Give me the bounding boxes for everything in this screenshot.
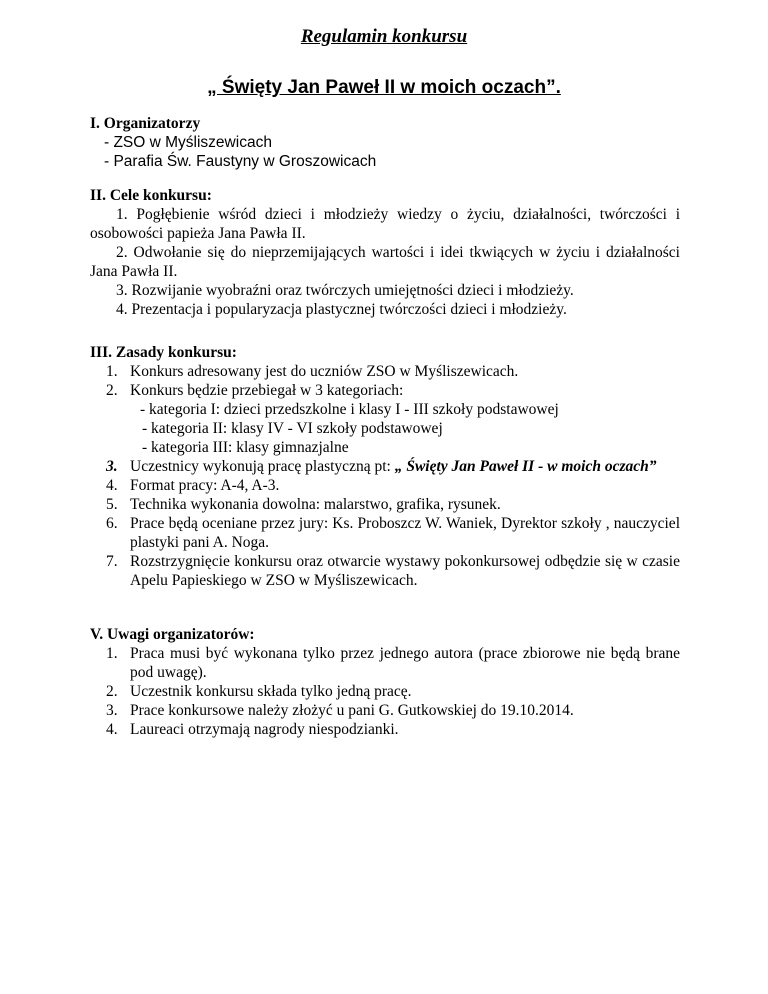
list-item — [90, 701, 680, 720]
list-number: 2. — [106, 382, 118, 399]
list-number: 2. — [106, 683, 118, 700]
list-number: 5. — [106, 496, 118, 513]
list-text: Prace będą oceniane przez jury: Ks. Proboszcz W. Waniek, Dyrektor szkoły , nauczyciel plastyki pani A. Noga. — [130, 515, 680, 551]
goal-item — [90, 243, 680, 281]
list-number: 1. — [106, 363, 118, 380]
remarks-list — [90, 644, 680, 739]
contest-title-inline: „ Święty Jan Paweł II - w moich oczach” — [394, 458, 657, 475]
list-text: Format pracy: A-4, A-3. — [130, 477, 280, 494]
list-item — [90, 682, 680, 701]
goal-item: 4. Prezentacja i popularyzacja plastycznej twórczości dzieci i młodzieży. — [116, 301, 567, 318]
section-rules-heading: III. Zasady konkursu: — [90, 344, 237, 361]
goal-text: 1. Pogłębienie wśród dzieci i młodzieży wiedzy o życiu, działalności, twórczości i osobowości papieża Jana Pawła II. — [90, 206, 680, 242]
list-text: Prace konkursowe należy złożyć u pani G. Gutkowskiej do 19.10.2014. — [130, 702, 574, 719]
goal-text: 2. Odwołanie się do nieprzemijających wartości i idei tkwiących w życiu i działalności Jana Pawła II. — [90, 244, 680, 280]
list-text: Technika wykonania dowolna: malarstwo, grafika, rysunek. — [130, 496, 501, 513]
rules-list — [90, 362, 680, 400]
list-text: Laureaci otrzymają nagrody niespodzianki. — [130, 721, 399, 738]
list-item — [90, 552, 680, 590]
list-number: 6. — [106, 515, 118, 532]
goal-item: 3. Rozwijanie wyobraźni oraz twórczych umiejętności dzieci i młodzieży. — [116, 282, 574, 299]
list-text: Konkurs będzie przebiegał w 3 kategoriach: — [130, 382, 404, 399]
category-item: - kategoria III: klasy gimnazjalne — [142, 439, 349, 456]
list-item — [90, 381, 680, 400]
list-number: 1. — [106, 645, 118, 662]
section-goals-heading: II. Cele konkursu: — [90, 187, 212, 204]
list-text: Uczestnik konkursu składa tylko jedną pracę. — [130, 683, 412, 700]
organizer-item: - Parafia Św. Faustyny w Groszowicach — [104, 153, 377, 170]
organizer-item: - ZSO w Myśliszewicach — [104, 134, 272, 151]
category-item: - kategoria II: klasy IV - VI szkoły podstawowej — [142, 420, 443, 437]
list-item — [90, 362, 680, 381]
list-number: 3. — [106, 458, 118, 475]
section-remarks-heading: V. Uwagi organizatorów: — [90, 626, 255, 643]
list-text: Konkurs adresowany jest do uczniów ZSO w Myśliszewicach. — [130, 363, 519, 380]
list-text: Uczestnicy wykonują pracę plastyczną pt: — [130, 458, 395, 475]
document-subtitle: „ Święty Jan Paweł II w moich oczach”. — [207, 77, 561, 98]
list-number: 4. — [106, 477, 118, 494]
list-number: 4. — [106, 721, 118, 738]
rules-list-continued — [90, 457, 680, 590]
list-item — [90, 476, 680, 495]
list-number: 3. — [106, 702, 118, 719]
list-text: Rozstrzygnięcie konkursu oraz otwarcie wystawy pokonkursowej odbędzie się w czasie Apelu Papieskiego w ZSO w Myśliszewicach. — [130, 553, 680, 589]
list-item — [90, 514, 680, 552]
list-item — [90, 457, 680, 476]
section-remarks — [90, 625, 680, 739]
goal-item — [90, 205, 680, 243]
category-item: - kategoria I: dzieci przedszkolne i klasy I - III szkoły podstawowej — [140, 401, 559, 418]
section-goals — [90, 186, 680, 319]
list-item — [90, 720, 680, 739]
list-item — [90, 495, 680, 514]
document-title: Regulamin konkursu — [300, 26, 468, 47]
section-organizers-heading: I. Organizatorzy — [90, 115, 201, 132]
list-text: Praca musi być wykonana tylko przez jednego autora (prace zbiorowe nie będą brane pod uwagę). — [130, 645, 680, 681]
list-number: 7. — [106, 553, 118, 570]
section-rules — [90, 343, 680, 590]
list-item — [90, 644, 680, 682]
section-organizers — [90, 114, 680, 171]
